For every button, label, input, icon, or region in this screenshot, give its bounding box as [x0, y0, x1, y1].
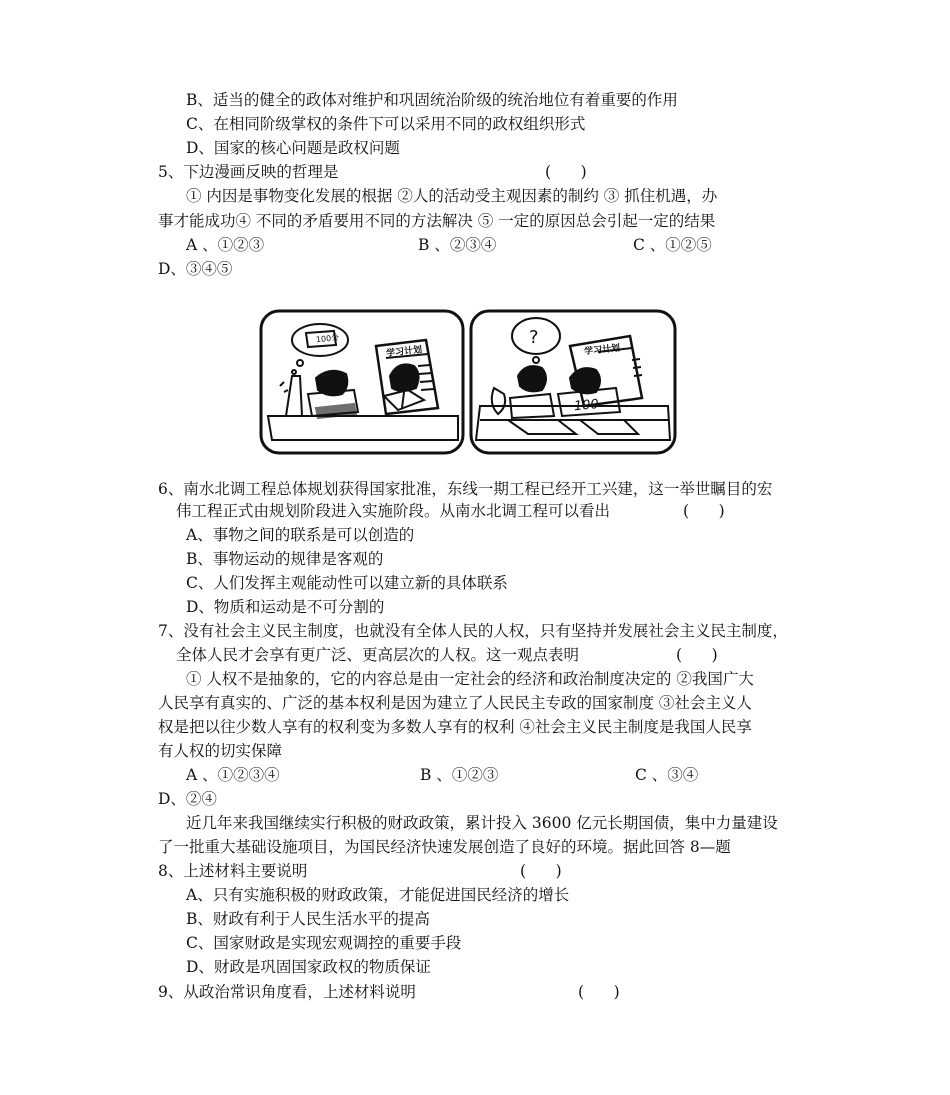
q5-statements-line1: ① 内因是事物变化发展的根据 ②人的活动受主观因素的制约 ③ 抓住机遇，办	[186, 187, 718, 205]
right-paper-text: 100	[573, 397, 600, 415]
q7-answer-paren: ( )	[676, 646, 718, 664]
right-fan	[492, 388, 505, 414]
q7-option-a: A 、①②③④	[186, 766, 280, 784]
q5-cartoon	[258, 308, 678, 458]
q7-option-c: C 、③④	[635, 766, 699, 784]
q8-answer-paren: ( )	[520, 862, 562, 880]
q7-stem-line1: 7、没有社会主义民主制度，也就没有全体人民的人权，只有坚持并发展社会主义民主制度，	[158, 622, 788, 640]
q6-stem-line2: 伟工程正式由规划阶段进入实施阶段。从南水北调工程可以看出	[176, 502, 611, 520]
left-desk	[268, 416, 458, 440]
q5-option-c: C 、①②⑤	[633, 236, 712, 254]
q5-option-a: A 、①②③	[186, 236, 265, 254]
q9-answer-paren: ( )	[578, 983, 620, 1001]
q8-option-d: D、财政是巩固国家政权的物质保证	[186, 958, 431, 976]
q5-stem: 5、下边漫画反映的哲理是	[158, 163, 339, 181]
q5-answer-paren: ( )	[545, 163, 587, 181]
q6-option-b: B、事物运动的规律是客观的	[186, 550, 384, 568]
q7-option-d: D、②④	[158, 790, 217, 808]
q7-statements-line3: 权是把以往少数人享有的权利变为多数人享有的权利 ④社会主义民主制度是我国人民享	[158, 718, 752, 736]
material-line2: 了一批重大基础设施项目，为国民经济快速发展创造了良好的环境。据此回答 8—题	[158, 838, 731, 856]
q6-option-c: C、人们发挥主观能动性可以建立新的具体联系	[186, 574, 508, 592]
q7-statements-line1: ① 人权不是抽象的，它的内容总是由一定社会的经济和政治制度决定的 ②我国广大	[186, 670, 754, 688]
q9-stem: 9、从政治常识角度看，上述材料说明	[158, 983, 416, 1001]
right-thinker-head	[518, 366, 546, 391]
q6-option-a: A、事物之间的联系是可以创造的	[186, 526, 415, 544]
q5-statements-line2: 事才能成功④ 不同的矛盾要用不同的方法解决 ⑤ 一定的原因总会引起一定的结果	[158, 212, 716, 230]
q4-option-d: D、国家的核心问题是政权问题	[186, 139, 400, 157]
q5-option-d: D、③④⑤	[158, 260, 233, 278]
q8-option-b: B、财政有利于人民生活水平的提高	[186, 910, 430, 928]
left-bottle	[286, 376, 302, 416]
q8-option-c: C、国家财政是实现宏观调控的重要手段	[186, 934, 462, 952]
q7-stem-line2: 全体人民才会享有更广泛、更高层次的人权。这一观点表明	[176, 646, 580, 664]
q6-answer-paren: ( )	[683, 502, 725, 520]
q8-option-a: A、只有实施积极的财政政策，才能促进国民经济的增长	[186, 886, 570, 904]
q4-option-c: C、在相同阶级掌权的条件下可以采用不同的政权组织形式	[186, 115, 586, 133]
q6-option-d: D、物质和运动是不可分割的	[186, 598, 385, 616]
left-reader-head	[390, 364, 419, 391]
q7-statements-line2: 人民享有真实的、广泛的基本权利是因为建立了人民民主专政的国家制度 ③社会主义人	[158, 694, 752, 712]
q4-option-b: B、适当的健全的政体对维护和巩固统治阶级的统治地位有着重要的作用	[186, 91, 678, 109]
right-board-title: 学习计划	[583, 343, 621, 358]
q7-statements-line4: 有人权的切实保障	[158, 742, 283, 760]
material-line1: 近几年来我国继续实行积极的财政政策，累计投入 3600 亿元长期国债，集中力量建设	[186, 814, 778, 832]
q7-option-b: B 、①②③	[420, 766, 499, 784]
q6-stem-line1: 6、南水北调工程总体规划获得国家批准，东线一期工程已经开工兴建，这一举世瞩目的宏	[158, 480, 773, 498]
left-bubble-text: 100分	[315, 333, 340, 345]
q8-stem: 8、上述材料主要说明	[158, 862, 308, 880]
right-bubble-text: ?	[529, 327, 539, 348]
q5-option-b: B 、②③④	[418, 236, 497, 254]
left-board-title: 学习计划	[385, 345, 423, 360]
